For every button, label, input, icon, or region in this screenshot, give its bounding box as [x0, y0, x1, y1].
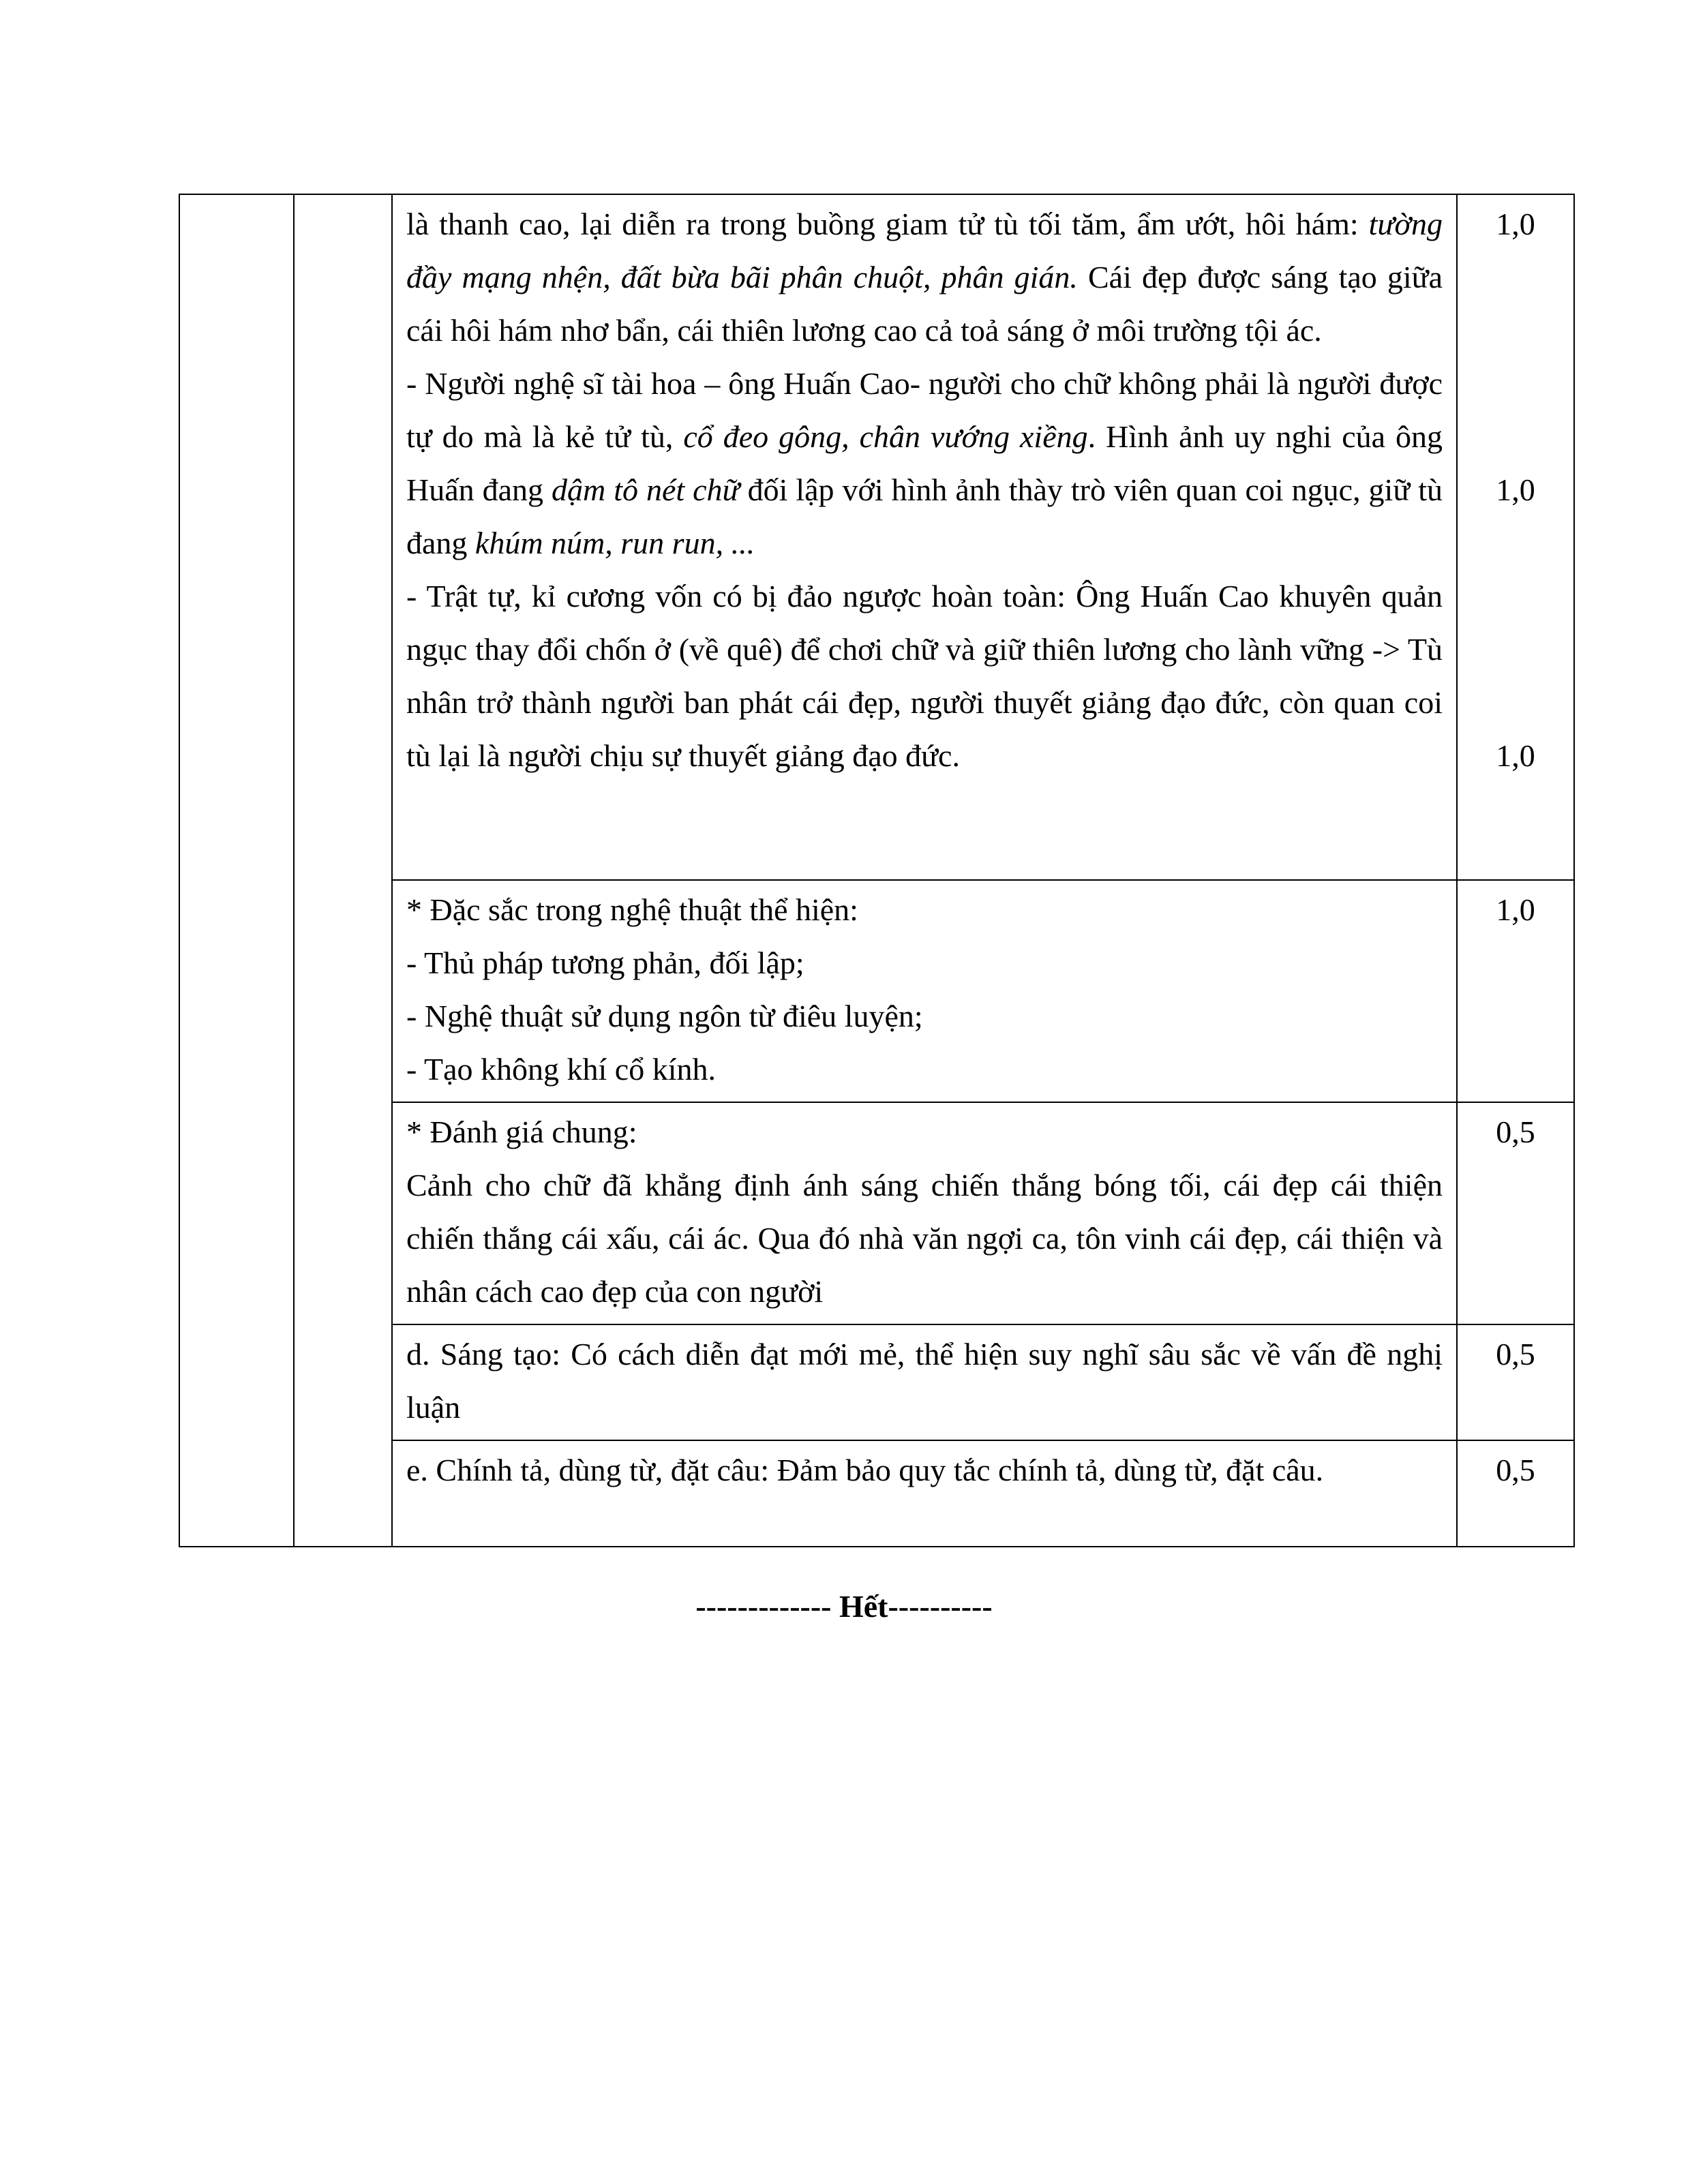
score-value: 1,0 — [1496, 738, 1535, 773]
text-run: đối lập với hình ảnh thày trò viên quan coi ngục, giữ tù đang — [406, 472, 1443, 560]
quote-text: cổ đeo gông, chân vướng xiềng — [683, 419, 1088, 454]
score-cell — [1457, 880, 1574, 1102]
answer-key-table — [179, 194, 1575, 1547]
question-number-cell — [179, 194, 294, 1547]
content-cell — [392, 880, 1457, 1102]
score-value: 0,5 — [1496, 1337, 1535, 1371]
score-cell — [1457, 1324, 1574, 1440]
art-item: - Nghệ thuật sử dụng ngôn từ điêu luyện; — [406, 999, 923, 1033]
end-of-document-mark: ------------- Hết---------- — [695, 1589, 993, 1624]
score-value: 1,0 — [1496, 207, 1535, 241]
analysis-paragraph-3: - Trật tự, kỉ cương vốn có bị đảo ngược hoàn toàn: Ông Huấn Cao khuyên quản ngục thay đổi chốn ở (về quê) để chơi chữ và giữ thiên lương cho lành vững -> Tù nhân trở thành người ban phát cái đẹp, người thuyết giảng đạo đức, còn quan coi tù lại là người chịu sự thuyết giảng đạo đức. — [406, 579, 1443, 773]
analysis-paragraph-2 — [406, 357, 1443, 570]
art-item: - Tạo không khí cổ kính. — [406, 1052, 716, 1087]
art-item: - Thủ pháp tương phản, đối lập; — [406, 945, 804, 980]
table-row — [179, 194, 1574, 880]
part-cell — [294, 194, 392, 1547]
assessment-text: Cảnh cho chữ đã khẳng định ánh sáng chiến thắng bóng tối, cái đẹp cái thiện chiến thắng cái xấu, cái ác. Qua đó nhà văn ngợi ca, tôn vinh cái đẹp, cái thiện và nhân cách cao đẹp của con người — [406, 1168, 1443, 1309]
analysis-paragraph-1 — [406, 198, 1443, 357]
score-value: 0,5 — [1496, 1114, 1535, 1149]
score-value: 1,0 — [1496, 472, 1535, 507]
assessment-heading: * Đánh giá chung: — [406, 1114, 637, 1149]
quote-text: tường đầy mạng nhện, đất bừa bãi phân chuột, phân gián. — [406, 207, 1443, 294]
spelling-criterion: e. Chính tả, dùng từ, đặt câu: Đảm bảo quy tắc chính tả, dùng từ, đặt câu. — [406, 1453, 1324, 1487]
score-cell — [1457, 1102, 1574, 1324]
text-run: - Người nghệ sĩ tài hoa – ông Huấn Cao- người cho chữ không phải là người được tự do mà là kẻ tử tù, — [406, 366, 1443, 454]
score-cell — [1457, 194, 1574, 880]
score-value: 1,0 — [1496, 892, 1535, 927]
content-cell — [392, 1440, 1457, 1547]
text-run: Cái đẹp được sáng tạo giữa cái hôi hám nhơ bẩn, cái thiên lương cao cả toả sáng ở môi trường tội ác. — [406, 260, 1443, 348]
creativity-criterion: d. Sáng tạo: Có cách diễn đạt mới mẻ, thể hiện suy nghĩ sâu sắc về vấn đề nghị luận — [406, 1337, 1443, 1425]
art-heading: * Đặc sắc trong nghệ thuật thể hiện: — [406, 892, 858, 927]
quote-text: khúm núm, run run, ... — [474, 526, 755, 560]
text-run: là thanh cao, lại diễn ra trong buồng giam tử tù tối tăm, ẩm ướt, hôi hám: — [406, 207, 1369, 241]
score-cell — [1457, 1440, 1574, 1547]
content-cell — [392, 1324, 1457, 1440]
score-value: 0,5 — [1496, 1453, 1535, 1487]
content-cell — [392, 194, 1457, 880]
content-cell — [392, 1102, 1457, 1324]
quote-text: dậm tô nét chữ — [552, 472, 740, 507]
text-run: . Hình ảnh uy nghi của ông Huấn đang — [406, 419, 1443, 507]
